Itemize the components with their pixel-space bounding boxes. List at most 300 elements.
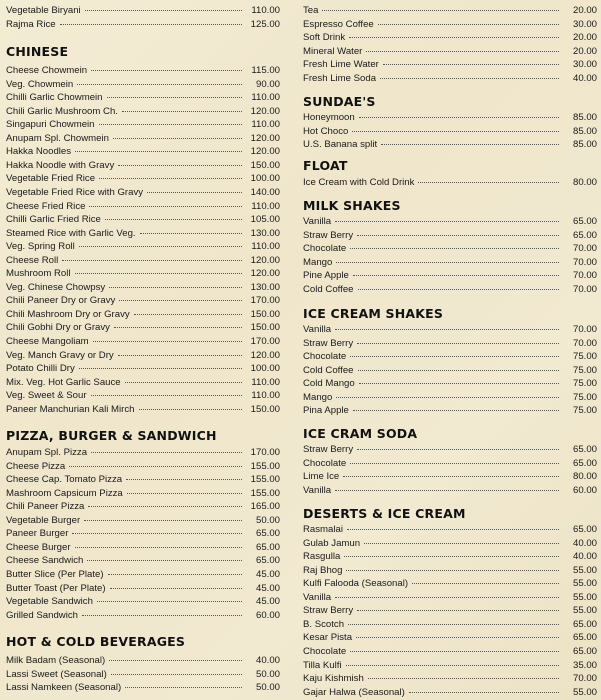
menu-item-name: Mashroom Capsicum Pizza <box>6 487 123 499</box>
dotted-leader <box>359 383 559 384</box>
menu-item-price: 75.00 <box>572 378 597 390</box>
dotted-leader <box>357 343 559 344</box>
menu-item-name: Vegetable Burger <box>6 514 81 526</box>
menu-item <box>303 604 597 617</box>
menu-item <box>303 364 597 377</box>
dotted-leader <box>79 246 242 247</box>
dotted-leader <box>364 543 559 544</box>
menu-item-price: 85.00 <box>572 139 597 151</box>
menu-item <box>303 404 597 417</box>
menu-item-name: Chili Gobhi Dry or Gravy <box>6 322 110 334</box>
dotted-leader <box>93 341 242 342</box>
dotted-leader <box>353 410 559 411</box>
menu-item-price: 55.00 <box>572 578 597 590</box>
dotted-leader <box>335 597 559 598</box>
menu-item-name: Anupam Spl. Pizza <box>6 447 88 458</box>
menu-item-name: Paneer Manchurian Kali Mirch <box>6 403 135 415</box>
section-heading-sundaes: SUNDAE'S <box>303 94 376 109</box>
menu-item <box>6 172 280 185</box>
dotted-leader <box>75 151 242 152</box>
menu-item <box>303 31 597 44</box>
menu-item-price: 60.00 <box>572 484 597 496</box>
dotted-leader <box>378 24 559 25</box>
menu-item-name: Chili Paneer Dry or Gravy <box>6 295 116 307</box>
dotted-leader <box>383 64 559 65</box>
menu-item <box>303 283 597 296</box>
menu-item-price: 70.00 <box>572 337 597 349</box>
menu-item-name: Vanilla <box>303 324 332 335</box>
dotted-leader <box>127 493 242 494</box>
menu-item <box>303 631 597 644</box>
menu-item-price: 65.00 <box>572 618 597 630</box>
menu-item-price: 110.00 <box>251 376 280 388</box>
menu-item <box>303 323 597 336</box>
menu-item <box>6 514 280 527</box>
dotted-leader <box>335 490 559 491</box>
dotted-leader <box>350 356 559 357</box>
dotted-leader <box>357 610 559 611</box>
dotted-leader <box>62 260 242 261</box>
menu-item <box>303 337 597 350</box>
menu-item <box>303 659 597 672</box>
menu-item-price: 65.00 <box>572 229 597 241</box>
menu-item-price: 170.00 <box>250 295 280 307</box>
menu-item <box>6 132 280 145</box>
menu-item-name: Rasmalai <box>303 524 343 535</box>
menu-item <box>303 443 597 456</box>
menu-item <box>6 267 280 280</box>
dotted-leader <box>366 51 559 52</box>
menu-item-name: Chocolate <box>303 645 347 657</box>
dotted-leader <box>109 660 242 661</box>
menu-item-price: 150.00 <box>250 159 280 171</box>
dotted-leader <box>381 144 559 145</box>
menu-item <box>303 138 597 151</box>
menu-item-name: Honeymoon <box>303 112 355 123</box>
menu-item-price: 55.00 <box>572 564 597 576</box>
dotted-leader <box>118 355 242 356</box>
menu-item <box>6 64 280 77</box>
menu-item <box>303 215 597 228</box>
dotted-leader <box>409 692 559 693</box>
menu-item-name: U.S. Banana split <box>303 139 378 151</box>
menu-item-name: Chocolate <box>303 243 347 255</box>
menu-item <box>6 541 280 554</box>
menu-item-price: 40.00 <box>255 655 280 666</box>
dotted-leader <box>99 124 242 125</box>
menu-item-name: Cold Coffee <box>303 364 354 376</box>
menu-item-price: 55.00 <box>572 686 597 698</box>
menu-item-price: 70.00 <box>572 270 597 282</box>
menu-item-name: Paneer Burger <box>6 528 69 540</box>
menu-item <box>6 159 280 172</box>
dotted-leader <box>336 262 559 263</box>
menu-item-price: 120.00 <box>250 146 280 158</box>
menu-item <box>303 564 597 577</box>
dotted-leader <box>122 111 242 112</box>
menu-item <box>6 487 280 500</box>
menu-item <box>303 72 597 85</box>
dotted-leader <box>359 117 559 118</box>
dotted-leader <box>336 397 559 398</box>
menu-item-price: 110.00 <box>251 5 280 16</box>
section-heading-milk-shakes: MILK SHAKES <box>303 198 401 213</box>
dotted-leader <box>84 520 242 521</box>
dotted-leader <box>91 452 242 453</box>
menu-item-name: Kaju Kishmish <box>303 673 364 685</box>
menu-item <box>6 118 280 131</box>
menu-item-price: 20.00 <box>572 5 597 16</box>
menu-item-price: 45.00 <box>255 596 280 608</box>
menu-item <box>6 240 280 253</box>
menu-item-price: 70.00 <box>572 324 597 335</box>
menu-item-price: 90.00 <box>255 78 280 90</box>
menu-item-name: Hakka Noodles <box>6 146 72 158</box>
menu-item-name: Butter Toast (Per Plate) <box>6 582 106 594</box>
dotted-leader <box>79 368 242 369</box>
menu-item-name: Tea <box>303 5 319 16</box>
menu-item-name: Vanilla <box>303 484 332 496</box>
menu-item-price: 130.00 <box>250 227 280 239</box>
menu-item-name: Straw Berry <box>303 337 354 349</box>
menu-item-price: 40.00 <box>572 72 597 84</box>
menu-item-name: Fresh Lime Soda <box>303 72 377 84</box>
dotted-leader <box>147 192 242 193</box>
menu-item <box>303 577 597 590</box>
menu-item <box>303 4 597 17</box>
menu-item <box>303 242 597 255</box>
menu-item-name: Mango <box>303 256 333 268</box>
menu-item <box>303 45 597 58</box>
menu-item <box>303 176 597 189</box>
menu-item-price: 110.00 <box>251 241 280 253</box>
menu-item-price: 40.00 <box>572 551 597 563</box>
dotted-leader <box>350 463 559 464</box>
menu-item <box>303 645 597 658</box>
section-heading-deserts-ice-cream: DESERTS & ICE CREAM <box>303 506 466 521</box>
menu-item-name: Anupam Spl. Chowmein <box>6 132 109 144</box>
menu-item-price: 40.00 <box>572 537 597 549</box>
dotted-leader <box>111 674 242 675</box>
menu-item-name: Cheese Mangoliam <box>6 336 89 347</box>
dotted-leader <box>412 583 559 584</box>
menu-item-name: Singapuri Chowmein <box>6 119 95 131</box>
menu-item-name: Kesar Pista <box>303 632 353 644</box>
menu-item <box>303 229 597 242</box>
menu-item <box>6 18 280 31</box>
menu-item-name: Cheese Cap. Tomato Pizza <box>6 474 123 486</box>
menu-item-price: 20.00 <box>572 32 597 44</box>
menu-item-name: Cheese Chowmein <box>6 65 88 76</box>
menu-item-name: Cheese Burger <box>6 541 71 553</box>
menu-item <box>6 376 280 389</box>
dotted-leader <box>346 570 559 571</box>
menu-item <box>6 446 280 459</box>
menu-item-name: Lassi Sweet (Seasonal) <box>6 668 107 680</box>
dotted-leader <box>99 178 242 179</box>
dotted-leader <box>109 287 242 288</box>
menu-item-name: Raj Bhog <box>303 564 343 576</box>
menu-item-name: Gajar Halwa (Seasonal) <box>303 686 405 698</box>
menu-item-price: 65.00 <box>255 541 280 553</box>
dotted-leader <box>118 165 242 166</box>
menu-item-name: Veg. Chowmein <box>6 78 74 90</box>
menu-item-price: 155.00 <box>250 474 280 486</box>
menu-item <box>6 668 280 681</box>
menu-item-name: Pine Apple <box>303 270 349 282</box>
dotted-leader <box>140 233 242 234</box>
menu-item <box>6 213 280 226</box>
menu-item-name: Fresh Lime Water <box>303 59 379 71</box>
menu-item-name: Straw Berry <box>303 229 354 241</box>
menu-item <box>303 550 597 563</box>
menu-item <box>6 654 280 667</box>
menu-item-price: 55.00 <box>572 605 597 617</box>
menu-item <box>6 609 280 622</box>
menu-item-name: Grilled Sandwich <box>6 609 78 621</box>
menu-item-price: 80.00 <box>572 471 597 483</box>
menu-item-name: Vegetable Fried Rice <box>6 173 96 185</box>
menu-item <box>303 18 597 31</box>
dotted-leader <box>344 556 559 557</box>
menu-item-name: Lime Ice <box>303 471 340 483</box>
dotted-leader <box>346 665 559 666</box>
menu-item-price: 65.00 <box>572 457 597 469</box>
menu-item-name: Hot Choco <box>303 125 349 137</box>
dotted-leader <box>335 221 559 222</box>
menu-item <box>303 111 597 124</box>
menu-item-price: 60.00 <box>255 609 280 621</box>
menu-item-price: 110.00 <box>251 119 280 131</box>
menu-item-price: 150.00 <box>250 322 280 334</box>
menu-item-name: Tilla Kulfi <box>303 659 342 671</box>
menu-item-name: Straw Berry <box>303 605 354 617</box>
menu-item-price: 55.00 <box>572 591 597 603</box>
menu-item-name: Cheese Fried Rice <box>6 200 86 212</box>
menu-item <box>303 58 597 71</box>
menu-item-price: 65.00 <box>255 528 280 540</box>
menu-item-name: Chocolate <box>303 351 347 363</box>
section-heading-float: FLOAT <box>303 158 348 173</box>
menu-item-price: 70.00 <box>572 283 597 295</box>
dotted-leader <box>89 206 242 207</box>
menu-item-price: 45.00 <box>255 568 280 580</box>
menu-item <box>6 681 280 694</box>
menu-item <box>6 227 280 240</box>
dotted-leader <box>343 476 559 477</box>
menu-item-name: Soft Drink <box>303 32 346 44</box>
menu-item-price: 150.00 <box>250 403 280 415</box>
menu-item-price: 70.00 <box>572 243 597 255</box>
menu-item-name: Cheese Sandwich <box>6 555 84 567</box>
menu-item-price: 120.00 <box>250 132 280 144</box>
menu-item <box>6 335 280 348</box>
menu-item-name: Lassi Namkeen (Seasonal) <box>6 682 122 694</box>
dotted-leader <box>350 248 559 249</box>
menu-item <box>303 391 597 404</box>
menu-item-price: 120.00 <box>250 349 280 361</box>
menu-item-name: Mango <box>303 391 333 403</box>
dotted-leader <box>352 131 559 132</box>
dotted-leader <box>350 651 559 652</box>
menu-item-name: Rasgulla <box>303 551 341 563</box>
menu-item-price: 65.00 <box>572 645 597 657</box>
menu-item <box>303 256 597 269</box>
menu-item-price: 65.00 <box>572 524 597 535</box>
menu-item-price: 50.00 <box>255 514 280 526</box>
menu-item <box>6 403 280 416</box>
menu-item <box>303 470 597 483</box>
menu-item <box>303 350 597 363</box>
menu-item-name: Veg. Manch Gravy or Dry <box>6 349 114 361</box>
menu-item-price: 65.00 <box>572 216 597 227</box>
menu-item-name: Vegetable Biryani <box>6 5 81 16</box>
section-heading-ice-cream-shakes: ICE CREAM SHAKES <box>303 306 444 321</box>
menu-item-name: Hakka Noodle with Gravy <box>6 159 115 171</box>
dotted-leader <box>82 615 242 616</box>
menu-item <box>6 308 280 321</box>
menu-item-price: 110.00 <box>251 200 280 212</box>
section-heading-ice-cram-soda: ICE CRAM SODA <box>303 426 418 441</box>
menu-item-name: Kulfi Falooda (Seasonal) <box>303 578 409 590</box>
menu-item-price: 65.00 <box>572 632 597 644</box>
dotted-leader <box>357 449 559 450</box>
dotted-leader <box>322 10 559 11</box>
menu-item <box>303 591 597 604</box>
menu-item-price: 155.00 <box>250 460 280 472</box>
menu-item-price: 80.00 <box>572 177 597 188</box>
menu-item-price: 85.00 <box>572 125 597 137</box>
dotted-leader <box>380 78 559 79</box>
menu-item <box>6 473 280 486</box>
menu-item <box>6 4 280 17</box>
menu-item-price: 140.00 <box>250 186 280 198</box>
dotted-leader <box>335 329 559 330</box>
dotted-leader <box>88 506 242 507</box>
menu-item <box>303 618 597 631</box>
menu-item-price: 50.00 <box>255 682 280 694</box>
menu-item-name: Mix. Veg. Hot Garlic Sauce <box>6 376 121 388</box>
menu-item-price: 30.00 <box>572 18 597 30</box>
menu-item-name: Steamed Rice with Garlic Veg. <box>6 227 136 239</box>
dotted-leader <box>113 138 242 139</box>
menu-item-price: 105.00 <box>250 214 280 226</box>
section-heading-pizza-burger-sandwich: PIZZA, BURGER & SANDWICH <box>6 428 217 443</box>
menu-item-name: Chili Paneer Pizza <box>6 501 85 513</box>
menu-item-price: 65.00 <box>572 444 597 455</box>
menu-item <box>6 321 280 334</box>
menu-item-name: Milk Badam (Seasonal) <box>6 655 106 666</box>
menu-item <box>6 91 280 104</box>
menu-item-price: 75.00 <box>572 405 597 417</box>
dotted-leader <box>357 235 559 236</box>
menu-item-price: 50.00 <box>255 668 280 680</box>
menu-item-price: 70.00 <box>572 673 597 685</box>
menu-item <box>6 200 280 213</box>
dotted-leader <box>358 370 560 371</box>
menu-item <box>303 523 597 536</box>
menu-item <box>6 568 280 581</box>
dotted-leader <box>119 300 242 301</box>
menu-item-name: Vanilla <box>303 591 332 603</box>
dotted-leader <box>105 219 242 220</box>
dotted-leader <box>87 560 242 561</box>
menu-item <box>6 362 280 375</box>
menu-item-price: 165.00 <box>250 501 280 513</box>
dotted-leader <box>418 182 559 183</box>
menu-item <box>303 125 597 138</box>
menu-item <box>6 527 280 540</box>
section-heading-chinese: CHINESE <box>6 44 69 59</box>
dotted-leader <box>126 479 242 480</box>
menu-item <box>6 78 280 91</box>
dotted-leader <box>110 588 242 589</box>
menu-item-price: 110.00 <box>251 390 280 402</box>
dotted-leader <box>91 395 242 396</box>
menu-item-price: 110.00 <box>251 92 280 104</box>
menu-item <box>6 281 280 294</box>
menu-item-name: Rajma Rice <box>6 18 56 30</box>
menu-item-name: Butter Slice (Per Plate) <box>6 568 104 580</box>
dotted-leader <box>348 624 559 625</box>
menu-item-price: 155.00 <box>250 487 280 499</box>
menu-item-name: Cold Coffee <box>303 283 354 295</box>
menu-item <box>303 377 597 390</box>
menu-item-name: Cold Mango <box>303 378 355 390</box>
menu-item-price: 85.00 <box>572 112 597 123</box>
menu-item <box>6 105 280 118</box>
menu-item-price: 125.00 <box>250 18 280 30</box>
menu-item-price: 30.00 <box>572 59 597 71</box>
menu-item-name: Espresso Coffee <box>303 18 374 30</box>
menu-item-price: 100.00 <box>250 363 280 375</box>
menu-item <box>6 460 280 473</box>
menu-item <box>6 254 280 267</box>
menu-item-price: 20.00 <box>572 45 597 57</box>
dotted-leader <box>349 37 559 38</box>
menu-item-name: Veg. Spring Roll <box>6 241 75 253</box>
dotted-leader <box>85 10 242 11</box>
menu-item-price: 120.00 <box>250 254 280 266</box>
menu-item-name: Chili Garlic Mushroom Ch. <box>6 105 118 117</box>
menu-item-price: 65.00 <box>255 555 280 567</box>
dotted-leader <box>72 533 242 534</box>
menu-item <box>303 537 597 550</box>
dotted-leader <box>77 84 242 85</box>
dotted-leader <box>75 547 242 548</box>
dotted-leader <box>358 289 560 290</box>
dotted-leader <box>356 637 559 638</box>
menu-item <box>6 389 280 402</box>
menu-item <box>6 294 280 307</box>
menu-item <box>6 582 280 595</box>
menu-item-price: 120.00 <box>250 105 280 117</box>
menu-item-name: Straw Berry <box>303 444 354 455</box>
dotted-leader <box>107 97 243 98</box>
menu-item <box>303 457 597 470</box>
dotted-leader <box>125 382 242 383</box>
menu-item-name: Vanilla <box>303 216 332 227</box>
menu-item-price: 70.00 <box>572 256 597 268</box>
menu-item-name: Vegetable Sandwich <box>6 596 93 608</box>
dotted-leader <box>108 574 242 575</box>
menu-item-name: Chilli Garlic Chowmein <box>6 92 103 104</box>
menu-item <box>303 484 597 497</box>
menu-item-name: Mushroom Roll <box>6 268 71 280</box>
menu-item-price: 170.00 <box>250 447 280 458</box>
dotted-leader <box>97 601 242 602</box>
dotted-leader <box>368 678 559 679</box>
